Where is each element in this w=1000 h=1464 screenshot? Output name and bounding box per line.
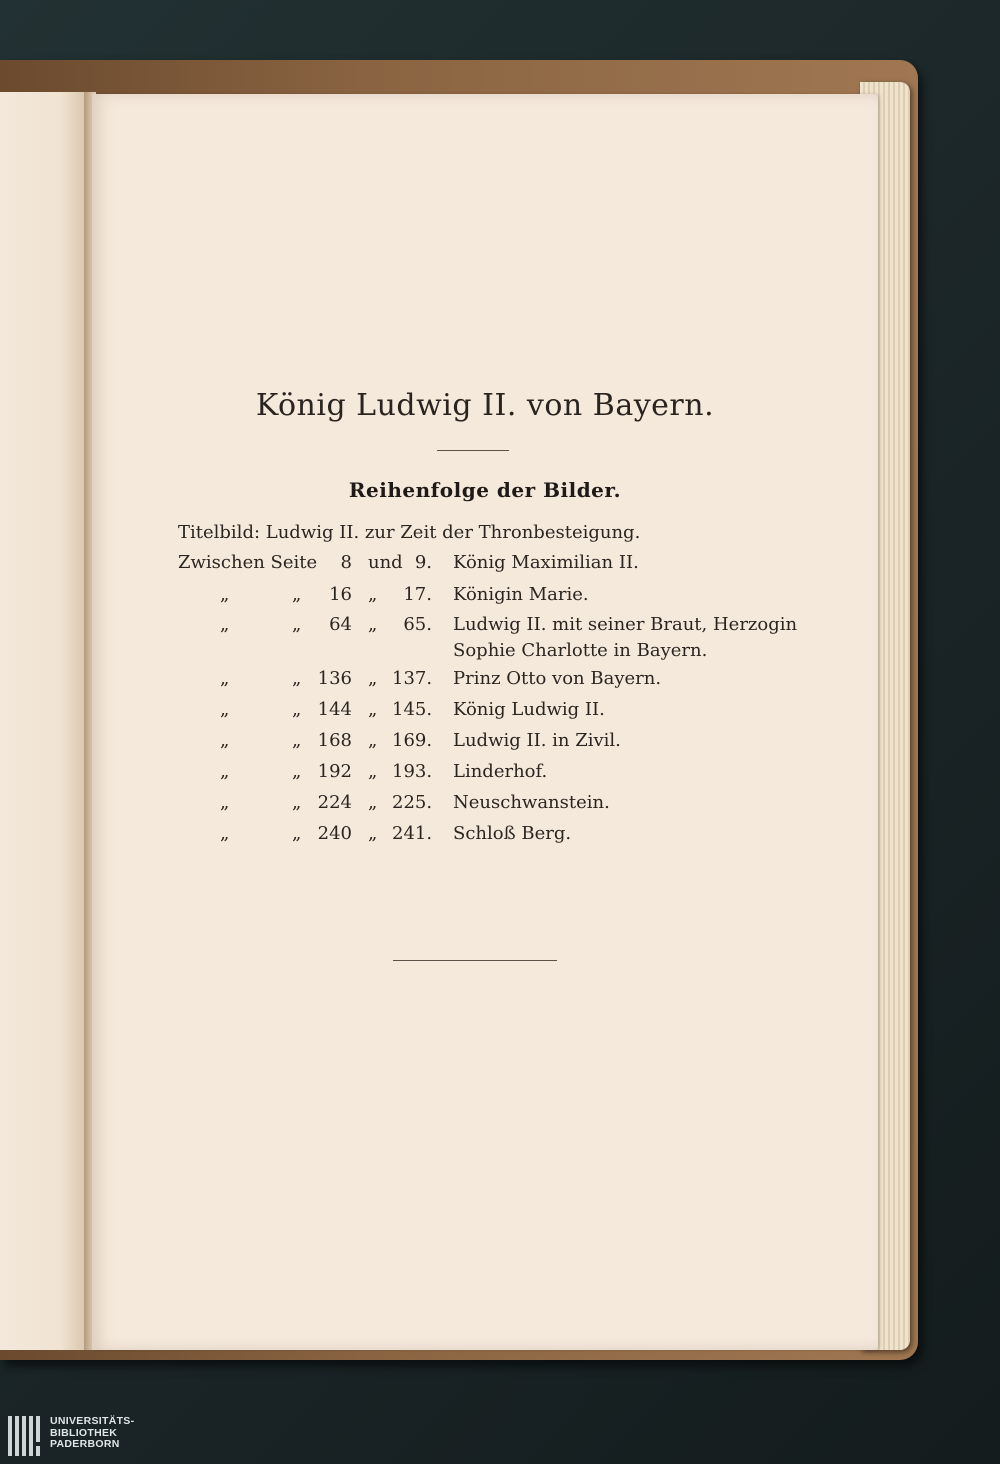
ditto-mark: „: [368, 792, 378, 813]
ditto-mark: „: [220, 614, 230, 635]
page-to: 241.: [392, 823, 433, 844]
image-caption-continued: Sophie Charlotte in Bayern.: [453, 640, 708, 661]
library-name-line3: PADERBORN: [50, 1438, 120, 1450]
image-caption: Linderhof.: [453, 761, 548, 782]
page-to: 225.: [392, 792, 433, 813]
image-caption: Neuschwanstein.: [453, 792, 610, 813]
ditto-mark: „: [292, 730, 302, 751]
page-to: 193.: [392, 761, 433, 782]
page-to: 169.: [392, 730, 433, 751]
title-divider: [437, 450, 509, 451]
library-footer: [0, 1414, 1000, 1464]
ditto-mark: „: [220, 584, 230, 605]
row-label: Zwischen Seite: [178, 552, 318, 573]
list-item: [0, 730, 1000, 756]
ditto-mark: „: [368, 761, 378, 782]
ditto-mark: „: [292, 792, 302, 813]
list-item: [0, 552, 1000, 578]
page-to: 65.: [403, 614, 432, 635]
ditto-mark: „: [292, 823, 302, 844]
ditto-mark: „: [292, 668, 302, 689]
ditto-mark: „: [220, 761, 230, 782]
list-item: [0, 668, 1000, 694]
page-to: 17.: [403, 584, 432, 605]
list-item: [0, 614, 1000, 668]
image-caption: König Maximilian II.: [453, 552, 639, 573]
ditto-mark: „: [292, 761, 302, 782]
list-item: [0, 699, 1000, 725]
page-from: 192: [317, 761, 352, 782]
section-heading: Reihenfolge der Bilder.: [348, 478, 622, 502]
image-caption: Prinz Otto von Bayern.: [453, 668, 662, 689]
library-name: [50, 1416, 134, 1451]
image-caption: Schloß Berg.: [453, 823, 572, 844]
ditto-mark: „: [220, 730, 230, 751]
list-item: [0, 761, 1000, 787]
page-from: 224: [317, 792, 352, 813]
ditto-mark: „: [292, 699, 302, 720]
ditto-mark: „: [368, 730, 378, 751]
ditto-mark: „: [292, 584, 302, 605]
page-from: 8: [340, 552, 352, 573]
ditto-mark: „: [220, 792, 230, 813]
image-caption: Ludwig II. in Zivil.: [453, 730, 621, 751]
conjunction: und: [368, 552, 403, 573]
ditto-mark: „: [292, 614, 302, 635]
page-from: 168: [317, 730, 352, 751]
page-from: 136: [317, 668, 352, 689]
ditto-mark: „: [368, 614, 378, 635]
list-item: [0, 792, 1000, 818]
page-from: 144: [317, 699, 352, 720]
list-item: [0, 823, 1000, 849]
library-logo-icon: [8, 1416, 42, 1462]
page-to: 9.: [414, 552, 432, 573]
library-name-line2: BIBLIOTHEK: [50, 1426, 118, 1439]
page-to: 145.: [392, 699, 433, 720]
ditto-mark: „: [368, 823, 378, 844]
library-name-line1: UNIVERSITÄTS-: [50, 1415, 135, 1427]
ditto-mark: „: [368, 668, 378, 689]
page-to: 137.: [392, 668, 433, 689]
page-from: 64: [329, 614, 352, 635]
ditto-mark: „: [220, 823, 230, 844]
list-item: [0, 584, 1000, 610]
image-caption: König Ludwig II.: [453, 699, 605, 720]
page-from: 16: [329, 584, 352, 605]
closing-divider: [393, 960, 557, 961]
image-caption: Königin Marie.: [453, 584, 589, 605]
ditto-mark: „: [368, 584, 378, 605]
ditto-mark: „: [368, 699, 378, 720]
page-from: 240: [317, 823, 352, 844]
ditto-mark: „: [220, 668, 230, 689]
title-image-entry: Titelbild: Ludwig II. zur Zeit der Thronbesteigung.: [178, 522, 641, 543]
ditto-mark: „: [220, 699, 230, 720]
image-caption: Ludwig II. mit seiner Braut, Herzogin: [453, 614, 798, 635]
page-title: König Ludwig II. von Bayern.: [255, 388, 715, 423]
